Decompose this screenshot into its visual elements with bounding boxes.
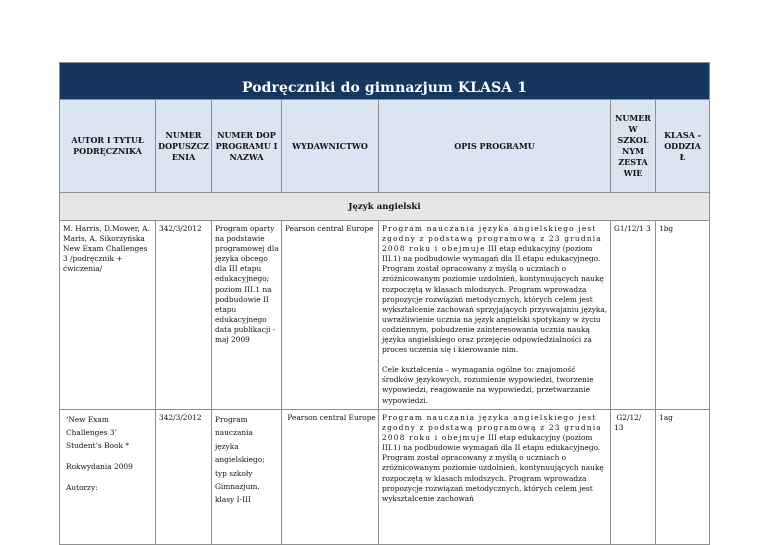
description-cell [379,410,611,545]
header-author-line: PODRĘCZNIKA [73,146,142,156]
header-description [379,100,611,193]
header-approval-line: NUMER [165,129,202,140]
header-author-line: AUTOR I TYTUŁ [71,135,144,145]
table-row [60,410,710,545]
class-division-cell [656,221,710,410]
approval-cell [156,221,212,410]
author-cell [60,221,156,410]
program-text: Program oparty na podstawie programowej dla języka obcego dla III etapu edukacyjnego; poziom III.1 na podbudowie II etapu edukacyjnego data publikacji - maj 2009 [215,224,279,345]
header-set-line: ZESTA [618,157,648,167]
header-set-line: WIE [623,168,643,178]
author-text: M. Harris, D.Mower, A. Maris, A. Sikorzyńska New Exam Challenges 3 /podręcznik + ćwiczenia/ [63,224,150,274]
set-number-text: G2/12/ 13 [614,413,644,433]
header-set-number [611,100,656,193]
program-cell [212,410,282,545]
description-paragraph [382,224,608,355]
program-cell [212,221,282,410]
author-line: Challenges 3’ [66,428,117,437]
title-bar [60,63,710,100]
class-division-cell [656,410,710,545]
header-program-line: NAZWA [229,151,264,162]
header-approval-line: DOPUSZCZ [158,140,209,151]
header-set-line: SZKOL [617,135,649,145]
program-line: klasy I-III [215,495,251,505]
approval-text: 342/3/2012 [159,413,202,422]
author-line: Autorzy: [66,483,98,492]
header-publisher [282,100,379,193]
section-title: Język angielski [348,201,421,212]
table-row [60,221,710,410]
description-paragraph [382,413,608,504]
class-division-text: 1ag [659,413,673,422]
header-approval-line: ENIA [171,151,196,162]
header-class-line: KLASA - [664,129,701,140]
author-line: Rokwydania 2009 [66,462,133,471]
section-heading [60,193,710,221]
program-line: Gimnazjum, [215,482,260,492]
header-set-line: NUMER [615,113,651,123]
program-line: nauczania [215,428,253,438]
header-set-line: W [628,124,638,134]
publisher-text: Pearson central Europe [285,224,374,233]
header-description-line: OPIS PROGRAMU [454,140,535,151]
header-class-line: Ł [679,151,686,162]
program-line: języka [215,441,239,451]
author-line: ‘New Exam [66,415,109,424]
textbook-table [59,62,710,545]
header-author [60,100,156,193]
header-set-line: NYM [622,146,644,156]
set-number-text: G1/12/1 3 [614,224,651,233]
class-division-text: 1bg [659,224,674,233]
header-program-line: PROGRAMU I [215,140,278,151]
program-line: Program [215,415,248,424]
header-class-division [656,100,710,193]
publisher-text: Pearson central Europe [285,413,376,422]
program-line: angielskiego; [215,455,265,465]
description-text: III etap edukacyjny (poziom III.1) na podbudowie wymagań dla II etapu edukacyjnego. Program został opracowany z myślą o uczniach o zróżnicowanym poziomie uzdolnień, kontynuujących naukę rozpoczętą w klasach młodszych. Program wprowadza propozycje rozwiązań metodycznych, których celem jest wykształcenie zachowań sprzyjających przyswajaniu języka, uwrażliwienie ucznia na język angielski spotykany w życiu codziennym, pobudzenie zainteresowania ucznia nauką języka angielskiego oraz przejęcie odpowiedzialności za proces uczenia się i kierowanie nim. [382,244,608,355]
program-line: typ szkoły [215,468,253,478]
description-goals: Cele kształcenia – wymagania ogólne to: znajomość środków językowych, rozumienie wypowiedzi, tworzenie wypowiedzi, reagowanie na wypowiedzi, przetwarzanie wypowiedzi. [382,365,594,405]
approval-text: 342/3/2012 [159,224,202,233]
set-number-cell [611,410,656,545]
approval-cell [156,410,212,545]
description-text: III etap edukacyjny (poziom III.1) na podbudowie wymagań dla II etapu edukacyjnego. Program został opracowany z myślą o uczniach o zróżnicowanym poziomie uzdolnień, kontynuujących naukę rozpoczętą w klasach młodszych. Program wprowadza propozycje rozwiązań metodycznych, których celem jest wykształcenie zachowań [382,433,604,503]
description-cell [379,221,611,410]
header-publisher-line: WYDAWNICTWO [292,140,368,151]
header-row [60,100,710,193]
description-spaced-text: Program nauczania języka angielskiego jest zgodny z podstawą programową z 23 grudnia 2008 roku i obejmuje [382,224,602,254]
document-title: Podręczniki do gimnazjum KLASA 1 [241,79,528,96]
header-program-line: NUMER DOP [217,129,276,140]
header-approval-number [156,100,212,193]
header-program-number [212,100,282,193]
publisher-cell [282,221,379,410]
header-class-line: ODDZIA [664,140,701,151]
publisher-cell [282,410,379,545]
author-line: Student’s Book * [66,441,129,450]
author-cell [60,410,156,545]
description-spaced-text: Program nauczania języka angielskiego jest zgodny z podstawą programową z 23 grudnia 2008 roku i obejmuje [382,413,602,443]
set-number-cell [611,221,656,410]
